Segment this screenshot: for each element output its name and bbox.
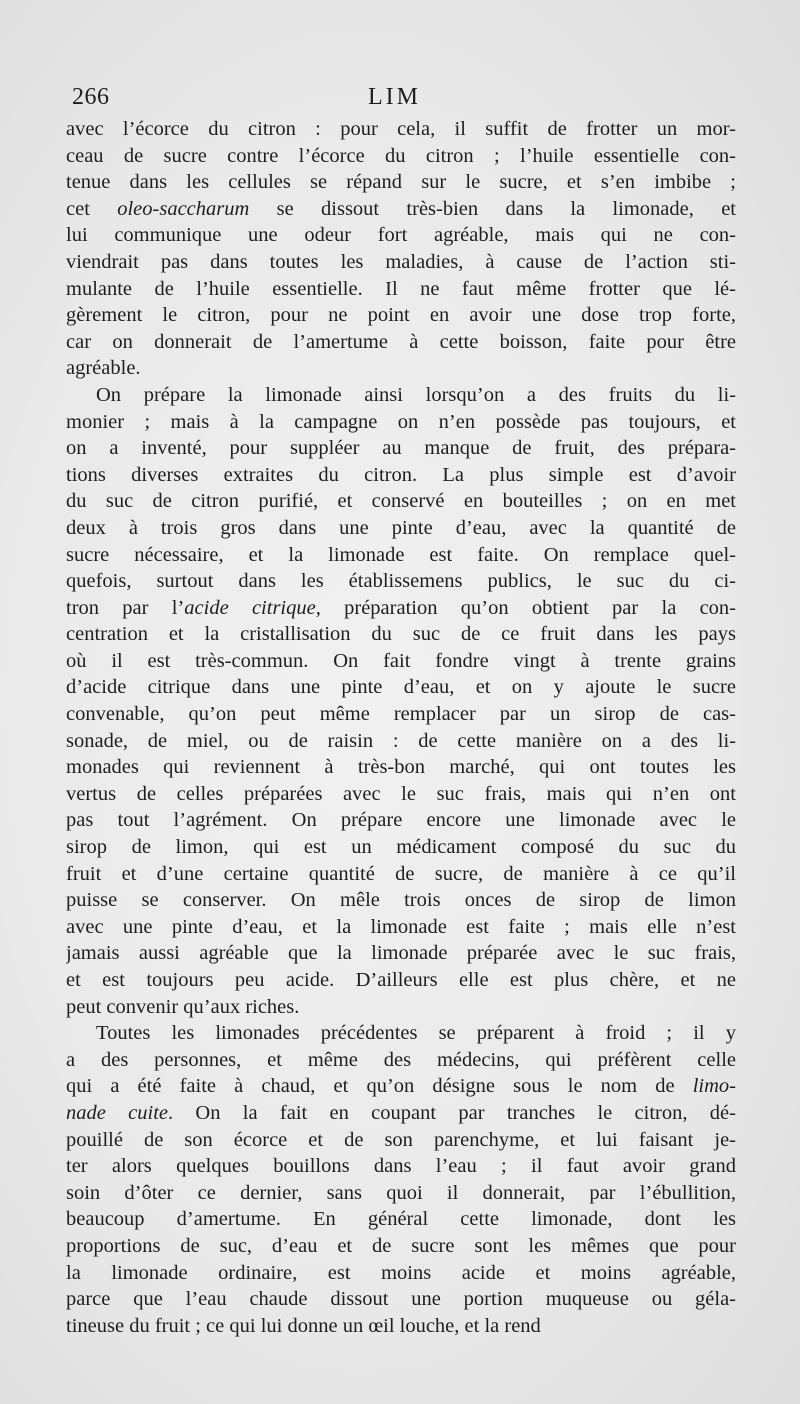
text-line: avec l’écorce du citron : pour cela, il suffit de frotter un mor-	[66, 118, 736, 140]
text-line: où il est très-commun. On fait fondre vingt à trente grains	[66, 649, 736, 672]
text-run: qui a été faite à chaud, et qu’on désigne sous le nom de	[66, 1075, 693, 1098]
text-line: gèrement le citron, pour ne point en avoir une dose trop forte,	[66, 304, 736, 327]
text-line: proportions de suc, d’eau et de sucre sont les mêmes que pour	[66, 1234, 736, 1257]
text-line: tenue dans les cellules se répand sur le sucre, et s’en imbibe ;	[66, 171, 736, 194]
text-line: car on donnerait de l’amertume à cette boisson, faite pour être	[66, 330, 736, 353]
text-line: fruit et d’une certaine quantité de sucre, de manière à ce qu’il	[66, 862, 736, 885]
text-run: . On la fait en coupant par tranches le citron, dé-	[168, 1101, 736, 1124]
running-head	[72, 84, 736, 114]
text-line: quefois, surtout dans les établissemens publics, le suc du ci-	[66, 570, 736, 593]
text-line: du suc de citron purifié, et conservé en bouteilles ; on en met	[66, 490, 736, 513]
text-line: tineuse du fruit ; ce qui lui donne un œil louche, et la rend	[66, 1314, 541, 1337]
text-line	[66, 1073, 736, 1100]
text-line: Toutes les limonades précédentes se préparent à froid ; il y	[96, 1022, 736, 1045]
text-line: parce que l’eau chaude dissout une portion muqueuse ou géla-	[66, 1288, 736, 1311]
text-line: jamais aussi agréable que la limonade préparée avec le suc frais,	[66, 942, 736, 965]
text-line: d’acide citrique dans une pinte d’eau, et on y ajoute le sucre	[66, 676, 736, 699]
running-title: LIM	[368, 84, 421, 110]
text-run: se dissout très-bien dans la limonade, et	[249, 197, 736, 220]
text-line: monades qui reviennent à très-bon marché, qui ont toutes les	[66, 756, 736, 779]
text-line: lui communique une odeur fort agréable, mais qui ne con-	[66, 224, 736, 247]
text-line: la limonade ordinaire, est moins acide et moins agréable,	[66, 1261, 736, 1284]
text-run: tron par l’	[66, 596, 185, 619]
text-line	[66, 1100, 736, 1127]
text-line: peut convenir qu’aux riches.	[66, 995, 300, 1018]
text-run: , préparation qu’on obtient par la con-	[315, 596, 736, 619]
text-line: monier ; mais à la campagne on n’en possède pas toujours, et	[66, 410, 736, 433]
text-line: sonade, de miel, ou de raisin : de cette manière on a des li-	[66, 729, 736, 752]
paragraph	[66, 1020, 736, 1339]
text-line: puisse se conserver. On mêle trois onces de sirop de limon	[66, 889, 736, 912]
text-line: sirop de limon, qui est un médicament composé du suc du	[66, 836, 736, 859]
text-line: avec une pinte d’eau, et la limonade est faite ; mais elle n’est	[66, 915, 736, 938]
text-line: mulante de l’huile essentielle. Il ne faut même frotter que lé-	[66, 277, 736, 300]
text-line: tions diverses extraites du citron. La plus simple est d’avoir	[66, 463, 736, 486]
text-line: on a inventé, pour suppléer au manque de fruit, des prépara-	[66, 437, 736, 460]
text-line: sucre nécessaire, et la limonade est faite. On remplace quel-	[66, 543, 736, 566]
body-text	[66, 116, 736, 1339]
text-line: soin d’ôter ce dernier, sans quoi il donnerait, par l’ébullition,	[66, 1181, 736, 1204]
text-line: a des personnes, et même des médecins, qui préfèrent celle	[66, 1048, 736, 1071]
text-line: pas tout l’agrément. On prépare encore une limonade avec le	[66, 809, 736, 832]
italic-term: oleo-saccharum	[117, 197, 250, 220]
italic-term: limo-	[692, 1075, 736, 1098]
text-line: et est toujours peu acide. D’ailleurs elle est plus chère, et ne	[66, 969, 736, 991]
text-line	[66, 196, 736, 223]
text-line	[66, 595, 736, 622]
text-line: centration et la cristallisation du suc de ce fruit dans les pays	[66, 623, 736, 646]
text-line: beaucoup d’amertume. En général cette limonade, dont les	[66, 1208, 736, 1231]
page-number: 266	[72, 84, 110, 110]
text-line: agréable.	[66, 357, 141, 380]
text-run: cet	[66, 197, 118, 220]
text-line: ter alors quelques bouillons dans l’eau ; il faut avoir grand	[66, 1155, 736, 1178]
italic-term: nade cuite	[66, 1101, 168, 1124]
italic-term: acide citrique	[184, 596, 316, 619]
paragraph	[66, 382, 736, 1020]
text-line: pouillé de son écorce et de son parenchyme, et lui faisant je-	[66, 1128, 736, 1151]
text-line: ceau de sucre contre l’écorce du citron ; l’huile essentielle con-	[66, 144, 736, 167]
text-line: vertus de celles préparées avec le suc frais, mais qui n’en ont	[66, 782, 736, 805]
text-line: On prépare la limonade ainsi lorsqu’on a des fruits du li-	[96, 383, 736, 406]
text-line: convenable, qu’on peut même remplacer par un sirop de cas-	[66, 703, 736, 726]
text-line: viendrait pas dans toutes les maladies, à cause de l’action sti-	[66, 250, 736, 273]
text-line: deux à trois gros dans une pinte d’eau, avec la quantité de	[66, 516, 736, 539]
paragraph	[66, 116, 736, 382]
